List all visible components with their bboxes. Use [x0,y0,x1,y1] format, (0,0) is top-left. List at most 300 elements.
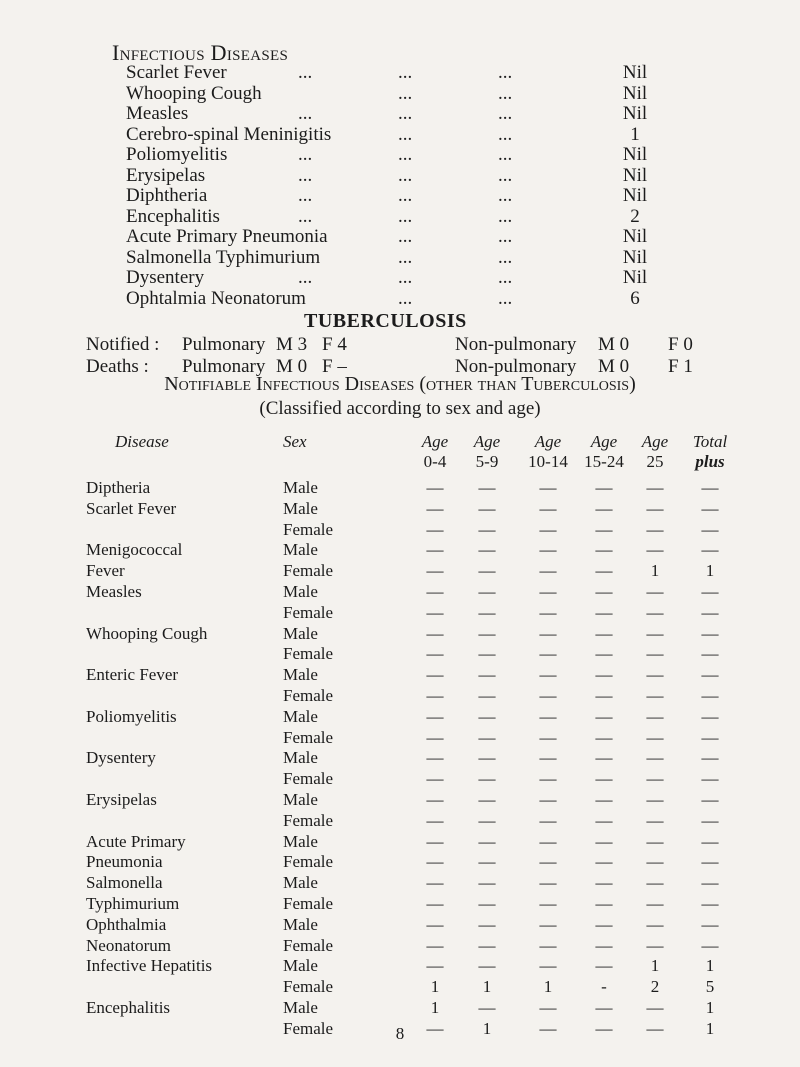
tb-notified-pulmonary: Pulmonary [182,334,266,355]
summary-leader-dots: ... [298,164,313,186]
row-age-cell: — [539,686,557,705]
row-age-cell: — [595,894,613,913]
row-age-cell: — [539,956,557,976]
row-age-cell: — [646,810,664,830]
row-age-cell: — [426,540,444,560]
row-disease: Measles [86,582,142,601]
tb-notified-label: Notified : [86,334,160,355]
row-age-cell: 1 [482,1018,492,1038]
row-age-cell: — [595,873,613,893]
summary-leader-dots: ... [398,287,413,309]
row-total-cell: — [701,727,719,747]
row-disease: Fever [86,561,125,581]
row-age-cell: — [478,706,496,726]
row-age-cell: — [539,540,557,560]
tb-notified-pulm-female: F 4 [322,334,347,355]
row-sex: Female [283,852,334,872]
row-age-cell: — [539,519,557,539]
row-sex: Female [283,727,334,747]
row-disease: Erysipelas [86,790,157,809]
tb-deaths-non-male: M 0 [598,356,630,377]
row-sex: Male [283,665,318,685]
row-age-cell: — [595,852,613,872]
row-total-cell: — [701,935,719,955]
summary-disease-name: Poliomyelitis [126,144,228,165]
row-age-cell: — [646,1018,664,1038]
summary-leader-dots: ... [498,123,513,145]
row-age-cell: — [595,478,613,497]
summary-leader-dots: ... [298,185,313,206]
row-age-cell: — [646,873,664,893]
summary-row [126,185,686,207]
row-age-cell: — [595,706,613,726]
row-age-cell: — [646,582,664,601]
row-age-cell: — [646,478,664,497]
row-age-cell: — [646,644,664,664]
row-disease: Infective Hepatitis [86,956,213,976]
row-disease: Dysentery [86,748,156,768]
row-sex: Female [283,519,334,539]
row-age-cell: — [595,519,613,539]
row-sex: Male [283,540,318,560]
row-age-cell: 1 [650,561,660,581]
row-sex: Female [283,810,334,830]
row-total-cell: 1 [705,998,715,1017]
header-range-25: 25 [646,452,664,471]
summary-leader-dots: ... [298,62,313,83]
row-age-cell: — [539,873,557,893]
row-age-cell: — [595,561,613,581]
row-age-cell: — [426,727,444,747]
row-age-cell: — [646,894,664,913]
summary-leader-dots: ... [298,103,313,124]
summary-disease-name: Erysipelas [126,164,206,186]
row-age-cell: — [478,623,496,643]
row-disease: Whooping Cough [86,623,208,643]
row-age-cell: — [539,894,557,913]
row-age-cell: — [595,998,613,1017]
row-sex: Male [283,478,318,497]
row-age-cell: — [646,623,664,643]
row-age-cell: — [539,706,557,726]
row-age-cell: — [646,935,664,955]
row-total-cell: — [701,769,719,789]
row-age-cell: — [426,748,444,768]
summary-leader-dots: ... [298,205,313,227]
row-age-cell: — [478,769,496,789]
row-age-cell: — [646,686,664,705]
row-age-cell: — [539,644,557,664]
summary-leader-dots: ... [398,82,413,104]
summary-row [126,288,686,310]
row-age-cell: — [595,956,613,976]
summary-disease-name: Cerebro-spinal Meninigitis [126,123,332,145]
row-age-cell: — [646,748,664,768]
row-total-cell: — [701,914,719,934]
summary-disease-name: Whooping Cough [126,82,262,104]
summary-disease-name: Ophtalmia Neonatorum [126,287,306,309]
summary-leader-dots: ... [398,267,413,288]
summary-row [126,226,686,248]
row-age-cell: — [426,582,444,601]
row-age-cell: — [426,790,444,809]
header-range-0-4: 0-4 [423,452,447,471]
row-sex: Male [283,956,318,976]
row-age-cell: — [646,727,664,747]
row-age-cell: — [646,769,664,789]
row-age-cell: — [426,644,444,664]
row-age-cell: — [595,540,613,560]
row-total-cell: 1 [705,1018,715,1038]
row-age-cell: — [595,602,613,622]
row-age-cell: — [426,914,444,934]
row-age-cell: — [595,790,613,809]
row-age-cell: — [539,810,557,830]
row-sex: Male [283,873,318,893]
row-age-cell: — [478,831,496,851]
row-age-cell: — [426,498,444,518]
summary-leader-dots: ... [498,82,513,104]
row-total-cell: — [701,665,719,685]
tb-notified-nonpulmonary: Non-pulmonary [455,334,577,355]
header-total: Total [692,432,728,451]
summary-leader-dots: ... [498,185,513,206]
row-age-cell: — [426,665,444,685]
row-age-cell: — [478,956,496,976]
row-total-cell: 1 [705,561,715,581]
row-age-cell: — [539,935,557,955]
row-disease: Pneumonia [86,852,163,872]
summary-leader-dots: ... [398,185,413,206]
row-age-cell: — [478,894,496,913]
summary-leader-dots: ... [498,103,513,124]
row-age-cell: — [539,831,557,851]
summary-leader-dots: ... [398,205,413,227]
row-age-cell: — [539,1018,557,1038]
summary-leader-dots: ... [498,164,513,186]
row-age-cell: — [426,873,444,893]
header-plus: plus [695,452,725,471]
row-age-cell: — [539,665,557,685]
row-age-cell: — [478,998,496,1017]
row-age-cell: — [595,644,613,664]
tb-notified-pulm-male: M 3 [276,334,308,355]
row-age-cell: — [478,810,496,830]
row-sex: Male [283,790,318,809]
row-age-cell: — [478,914,496,934]
row-age-cell: - [601,977,607,997]
row-sex: Female [283,935,334,955]
header-disease: Disease [115,432,169,451]
row-sex: Female [283,1018,334,1038]
row-disease: Acute Primary [86,831,186,851]
row-age-cell: — [539,582,557,601]
row-total-cell: — [701,790,719,809]
summary-leader-dots: ... [498,144,513,165]
row-age-cell: — [595,498,613,518]
row-disease: Encephalitis [86,998,171,1017]
row-age-cell: — [646,602,664,622]
summary-row [126,103,686,125]
tb-deaths-pulmonary: Pulmonary [182,356,266,377]
row-sex: Male [283,582,318,601]
row-age-cell: — [595,727,613,747]
tb-notified-non-male: M 0 [598,334,630,355]
row-age-cell: — [646,540,664,560]
row-age-cell: — [478,935,496,955]
row-total-cell: — [701,894,719,913]
row-age-cell: — [539,623,557,643]
row-age-cell: — [539,852,557,872]
row-total-cell: 1 [705,956,715,976]
row-age-cell: — [595,623,613,643]
row-age-cell: — [646,519,664,539]
summary-disease-name: Acute Primary Pneumonia [126,226,328,247]
row-age-cell: — [426,1018,444,1038]
summary-value: 6 [630,287,640,309]
row-age-cell: — [539,769,557,789]
row-age-cell: 1 [482,977,492,997]
row-age-cell: — [539,602,557,622]
row-disease: Enteric Fever [86,665,179,685]
header-age-4: Age [590,432,618,451]
summary-leader-dots: ... [398,164,413,186]
row-sex: Female [283,894,334,913]
row-total-cell: — [701,873,719,893]
summary-value: Nil [622,144,648,165]
row-age-cell: — [595,665,613,685]
summary-row [126,267,686,289]
row-sex: Male [283,998,318,1017]
tuberculosis-title: TUBERCULOSIS [304,310,467,332]
row-age-cell: — [539,498,557,518]
summary-value: Nil [622,62,648,83]
row-age-cell: — [426,831,444,851]
header-range-10-14: 10-14 [528,452,568,471]
row-age-cell: — [539,998,557,1017]
row-total-cell: — [701,686,719,705]
row-age-cell: — [426,561,444,581]
tb-deaths-non-female: F 1 [668,356,693,377]
row-disease: Scarlet Fever [86,498,177,518]
notifiable-title: Notifiable Infectious Diseases (other than Tuberculosis) [164,373,636,395]
row-sex: Female [283,602,334,622]
row-age-cell: — [426,623,444,643]
row-age-cell: — [595,769,613,789]
row-sex: Female [283,977,334,997]
page-number: 8 [395,1024,405,1043]
summary-value: Nil [622,82,648,104]
row-age-cell: — [426,956,444,976]
row-age-cell: — [539,914,557,934]
header-age-3: Age [534,432,562,451]
summary-row [126,247,686,269]
row-age-cell: — [646,706,664,726]
row-disease: Typhimurium [86,894,180,913]
row-age-cell: — [646,852,664,872]
row-age-cell: — [595,935,613,955]
row-sex: Male [283,623,318,643]
summary-leader-dots: ... [398,226,413,247]
tb-notified-non-female: F 0 [668,334,693,355]
row-age-cell: — [539,478,557,497]
summary-disease-name: Measles [126,103,189,124]
row-age-cell: 1 [430,977,440,997]
row-age-cell: — [595,686,613,705]
row-age-cell: — [426,769,444,789]
row-disease: Ophthalmia [86,914,167,934]
row-age-cell: — [478,540,496,560]
row-age-cell: — [426,935,444,955]
row-sex: Male [283,831,318,851]
row-total-cell: — [701,582,719,601]
summary-leader-dots: ... [498,226,513,247]
row-age-cell: — [595,1018,613,1038]
header-age-1: Age [421,432,449,451]
summary-leader-dots: ... [498,267,513,288]
row-total-cell: — [701,623,719,643]
row-age-cell: — [539,748,557,768]
row-total-cell: — [701,748,719,768]
summary-leader-dots: ... [498,205,513,227]
infectious-diseases-heading: Infectious Diseases [112,40,289,65]
row-age-cell: — [595,914,613,934]
row-total-cell: — [701,706,719,726]
summary-leader-dots: ... [398,103,413,124]
row-age-cell: 1 [543,977,553,997]
summary-leader-dots: ... [498,246,513,268]
row-total-cell: — [701,540,719,560]
row-sex: Male [283,914,318,934]
row-total-cell: — [701,644,719,664]
summary-leader-dots: ... [398,62,413,83]
summary-row [126,144,686,166]
summary-leader-dots: ... [298,267,313,288]
row-age-cell: — [426,686,444,705]
row-age-cell: — [478,602,496,622]
row-age-cell: — [646,498,664,518]
row-age-cell: — [646,998,664,1017]
tb-deaths-label: Deaths : [86,356,149,377]
row-age-cell: — [478,727,496,747]
row-age-cell: — [478,873,496,893]
row-age-cell: — [478,644,496,664]
row-age-cell: — [426,602,444,622]
summary-disease-name: Encephalitis [126,205,220,227]
row-age-cell: — [595,748,613,768]
row-sex: Female [283,769,334,789]
row-age-cell: — [478,478,496,497]
summary-row [126,124,686,146]
row-age-cell: — [478,665,496,685]
row-age-cell: — [539,561,557,581]
summary-value: Nil [622,103,648,124]
row-sex: Female [283,644,334,664]
header-sex: Sex [283,432,307,451]
row-age-cell: 1 [430,998,440,1017]
row-total-cell: — [701,602,719,622]
row-disease: Poliomyelitis [86,706,177,726]
row-total-cell: — [701,831,719,851]
tb-deaths-pulm-male: M 0 [276,356,308,377]
summary-value: Nil [622,226,648,247]
summary-disease-name: Dysentery [126,267,205,288]
row-age-cell: — [539,727,557,747]
header-range-5-9: 5-9 [475,452,499,471]
summary-value: Nil [622,267,648,288]
summary-row [126,62,686,84]
row-disease: Salmonella [86,873,163,893]
summary-value: Nil [622,164,648,186]
row-age-cell: — [539,790,557,809]
summary-value: Nil [622,185,648,206]
summary-leader-dots: ... [498,287,513,309]
notifiable-subtitle: (Classified according to sex and age) [259,398,541,419]
row-sex: Male [283,706,318,726]
row-age-cell: — [595,831,613,851]
summary-leader-dots: ... [398,246,413,268]
row-total-cell: — [701,810,719,830]
row-age-cell: — [478,519,496,539]
row-sex: Female [283,561,334,581]
tb-deaths-nonpulmonary: Non-pulmonary [455,356,577,377]
row-total-cell: — [701,498,719,518]
summary-leader-dots: ... [298,144,313,165]
summary-row [126,83,686,105]
row-age-cell: — [646,831,664,851]
row-sex: Male [283,748,318,768]
header-age-2: Age [473,432,501,451]
row-total-cell: — [701,519,719,539]
summary-value: 1 [630,123,640,145]
row-sex: Male [283,498,318,518]
row-age-cell: 2 [650,977,660,997]
tb-deaths-pulm-female: F – [322,356,347,377]
summary-row [126,206,686,228]
summary-leader-dots: ... [498,62,513,83]
summary-leader-dots: ... [398,144,413,165]
row-age-cell: 1 [650,956,660,976]
row-age-cell: — [426,894,444,913]
row-age-cell: — [426,810,444,830]
row-age-cell: — [426,478,444,497]
row-disease: Diptheria [86,478,151,497]
row-age-cell: — [478,748,496,768]
summary-disease-name: Diphtheria [126,185,208,206]
row-age-cell: — [646,914,664,934]
row-age-cell: — [478,686,496,705]
row-disease: Menigococcal [86,540,183,560]
summary-value: Nil [622,246,648,268]
row-total-cell: — [701,478,719,497]
row-age-cell: — [426,519,444,539]
summary-disease-name: Scarlet Fever [126,62,227,83]
summary-value: 2 [630,205,640,227]
row-age-cell: — [426,852,444,872]
row-total-cell: 5 [705,977,715,997]
row-age-cell: — [595,582,613,601]
row-age-cell: — [646,665,664,685]
row-age-cell: — [478,561,496,581]
row-age-cell: — [426,706,444,726]
row-age-cell: — [478,498,496,518]
row-total-cell: — [701,852,719,872]
row-age-cell: — [646,790,664,809]
row-age-cell: — [478,852,496,872]
row-age-cell: — [595,810,613,830]
header-range-15-24: 15-24 [584,452,624,471]
summary-row [126,165,686,187]
